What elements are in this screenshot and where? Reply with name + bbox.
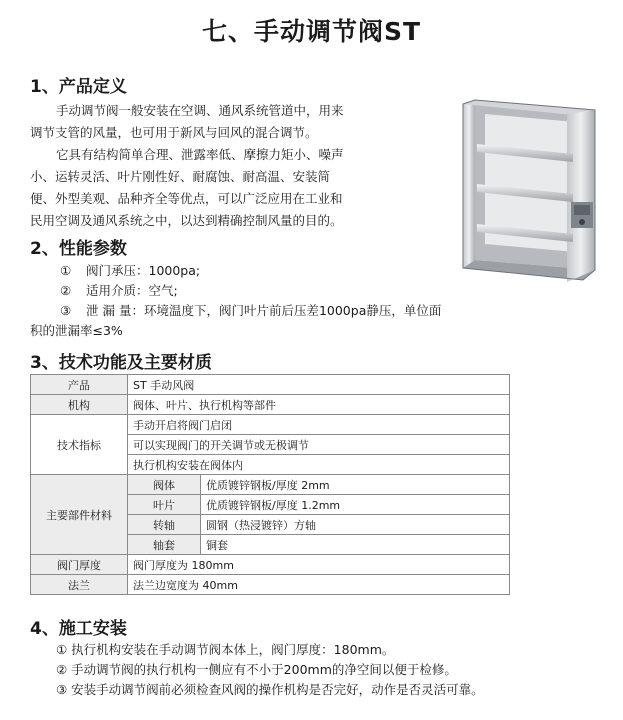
- definition-line: 小、运转灵活、叶片刚性好、耐腐蚀、耐高温、安装简: [30, 169, 331, 184]
- definition-paragraph: [30, 100, 440, 232]
- definition-line: 调节支管的风量，也可用于新风与回风的混合调节。: [30, 125, 318, 140]
- item-text: 适用介质：空气;: [86, 283, 178, 298]
- part-material: 优质镀锌钢板/厚度 1.2mm: [201, 495, 510, 515]
- part-material: 优质镀锌钢板/厚度 2mm: [201, 475, 510, 495]
- table-row: [31, 575, 510, 595]
- spec-table: [30, 374, 510, 595]
- table-row: [31, 475, 510, 495]
- section-heading-installation: 4、施工安装: [30, 619, 127, 639]
- part-name: 叶片: [128, 495, 201, 515]
- performance-item: [60, 261, 200, 281]
- performance-item: [60, 281, 178, 301]
- page-title: 七、手动调节阀ST: [201, 17, 422, 46]
- part-material: 圆钢（热浸镀锌）方轴: [201, 515, 510, 535]
- installation-item: ③ 安装手动调节阀前必须检查风阀的操作机构是否完好，动作是否灵活可靠。: [56, 682, 484, 697]
- section-heading-performance: 2、性能参数: [30, 239, 127, 259]
- part-material: 铜套: [201, 535, 510, 555]
- row-label: 产品: [31, 375, 128, 395]
- row-label: 机构: [31, 395, 128, 415]
- definition-line: 民用空调及通风系统之中，以达到精确控制风量的目的。: [30, 213, 343, 228]
- damper-product-image: [455, 92, 605, 292]
- table-row: [31, 555, 510, 575]
- installation-item: ① 执行机构安装在手动调节阀本体上，阀门厚度：180mm。: [56, 642, 395, 657]
- row-value: 手动开启将阀门启闭: [128, 415, 510, 435]
- row-value: 可以实现阀门的开关调节或无极调节: [128, 435, 510, 455]
- row-label: 阀门厚度: [31, 555, 128, 575]
- performance-item: [60, 301, 441, 321]
- definition-line: 手动调节阀一般安装在空调、通风系统管道中，用来: [56, 103, 344, 118]
- part-name: 转轴: [128, 515, 201, 535]
- table-row: [31, 375, 510, 395]
- row-label: 主要部件材料: [31, 475, 128, 555]
- part-name: 阀体: [128, 475, 201, 495]
- section-heading-definition: 1、产品定义: [30, 77, 127, 97]
- item-number: ③: [60, 303, 72, 318]
- item-number: ②: [60, 283, 72, 298]
- table-row: [31, 395, 510, 415]
- row-value: 执行机构安装在阀体内: [128, 455, 510, 475]
- item-text: 泄 漏 量：环境温度下，阀门叶片前后压差1000pa静压，单位面: [86, 303, 442, 318]
- row-value: 阀体、叶片、执行机构等部件: [128, 395, 510, 415]
- item-text: 阀门承压：1000pa;: [86, 263, 201, 278]
- definition-line: 便、外型美观、品种齐全等优点，可以广泛应用在工业和: [30, 191, 343, 206]
- definition-line: 它具有结构简单合理、泄露率低、摩擦力矩小、噪声: [56, 147, 344, 162]
- section-heading-materials: 3、技术功能及主要材质: [30, 353, 212, 373]
- row-label: 法兰: [31, 575, 128, 595]
- row-label: 技术指标: [31, 415, 128, 475]
- row-value: 阀门厚度为 180mm: [128, 555, 510, 575]
- table-row: [31, 415, 510, 435]
- row-value: 法兰边宽度为 40mm: [128, 575, 510, 595]
- performance-item-continued: 积的泄漏率≤3%: [30, 323, 123, 338]
- row-value: ST 手动风阀: [128, 375, 510, 395]
- part-name: 轴套: [128, 535, 201, 555]
- installation-item: ② 手动调节阀的执行机构一侧应有不小于200mm的净空间以便于检修。: [56, 662, 457, 677]
- item-number: ①: [60, 263, 72, 278]
